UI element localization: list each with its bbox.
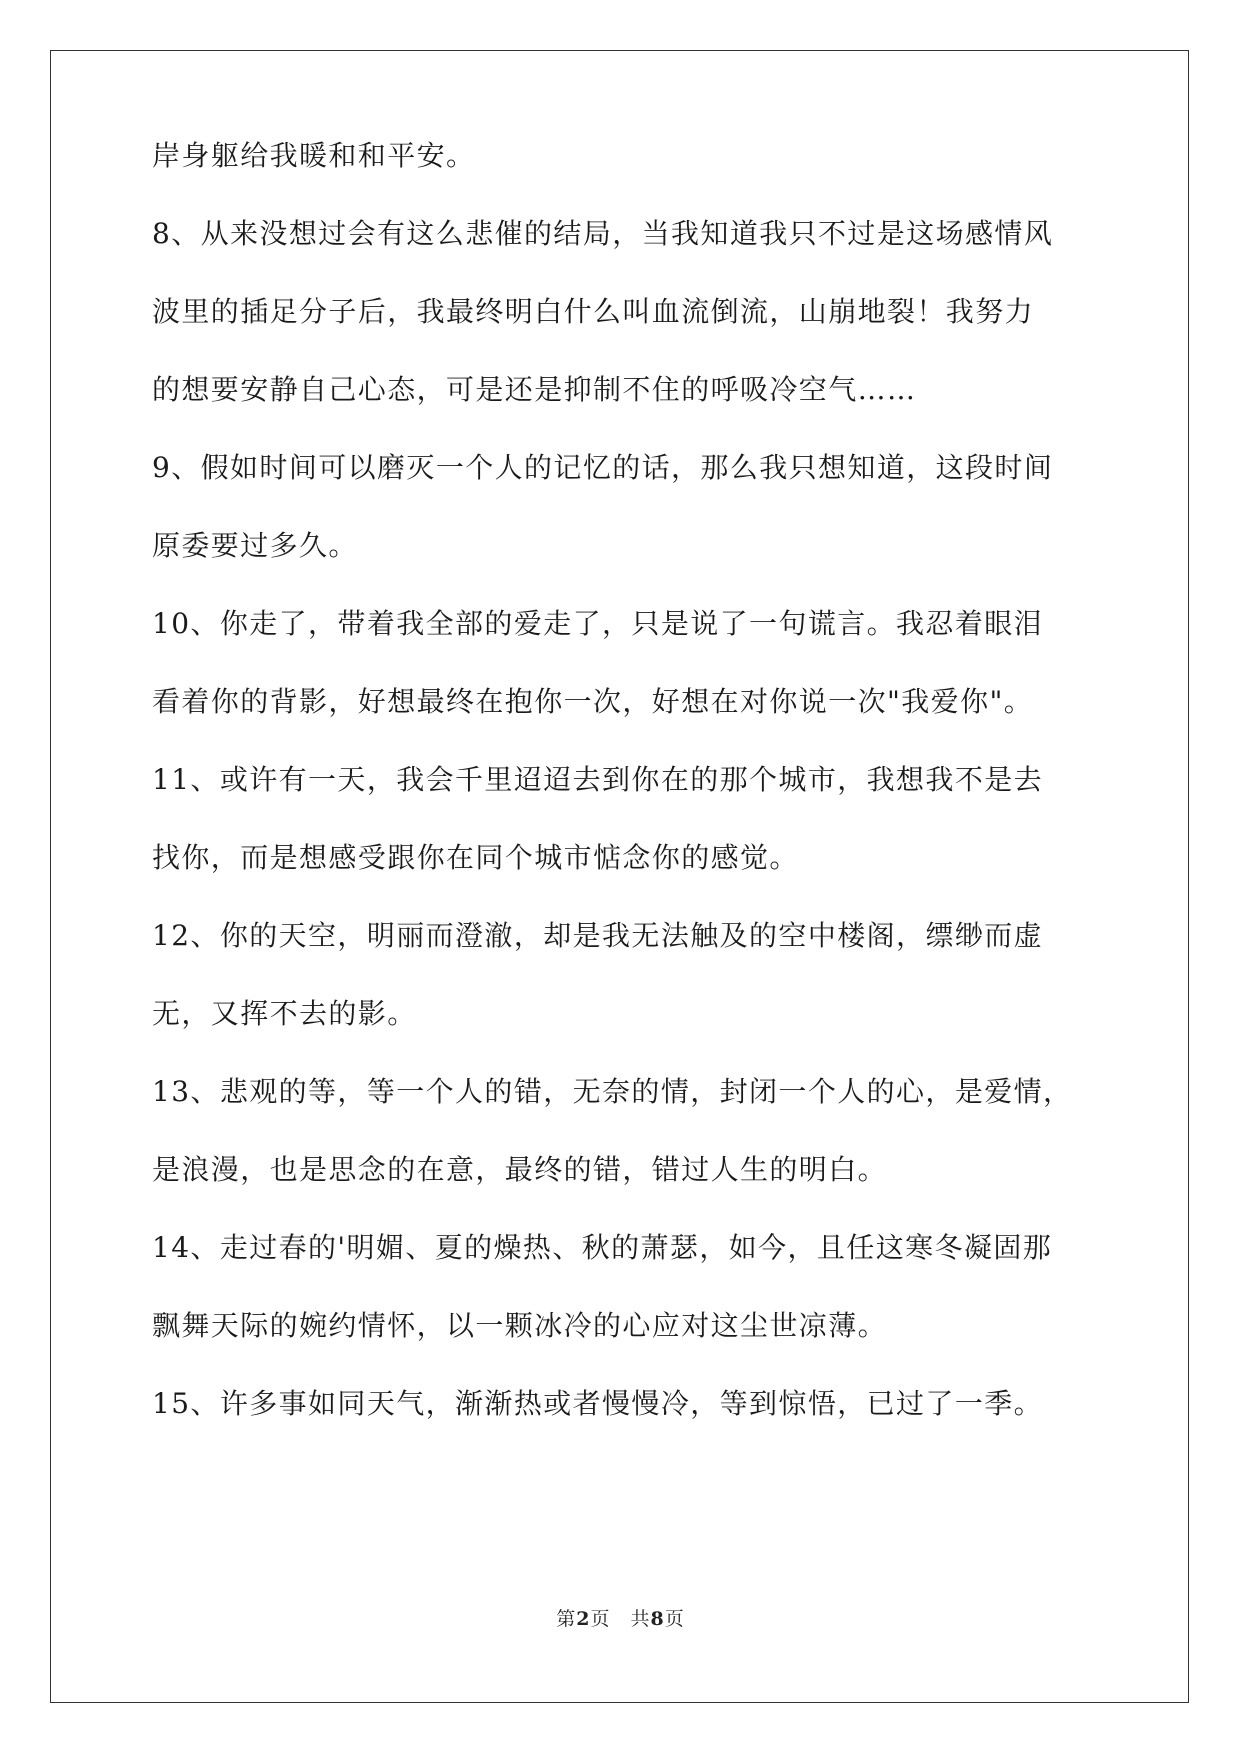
- text-line: 15、许多事如同天气，渐渐热或者慢慢冷，等到惊悟，已过了一季。: [152, 1387, 1044, 1420]
- text-line: 看着你的背影，好想最终在抱你一次，好想在对你说一次"我爱你"。: [152, 685, 1034, 718]
- page-number: 2: [576, 1608, 591, 1630]
- page-suffix: 页: [590, 1608, 611, 1630]
- total-suffix: 页: [664, 1608, 685, 1630]
- text-line: 是浪漫，也是思念的在意，最终的错，错过人生的明白。: [152, 1153, 888, 1186]
- total-pages: 8: [650, 1608, 665, 1630]
- page-prefix: 第: [556, 1608, 577, 1630]
- text-line: 8、从来没想过会有这么悲催的结局，当我知道我只不过是这场感情风: [152, 217, 1054, 250]
- text-line: 岸身躯给我暖和和平安。: [152, 139, 476, 172]
- text-line: 飘舞天际的婉约情怀，以一颗冰冷的心应对这尘世凉薄。: [152, 1309, 888, 1342]
- text-line: 9、假如时间可以磨灭一个人的记忆的话，那么我只想知道，这段时间: [152, 451, 1054, 484]
- text-line: 原委要过多久。: [152, 529, 358, 562]
- text-line: 10、你走了，带着我全部的爱走了，只是说了一句谎言。我忍着眼泪: [152, 607, 1044, 640]
- text-line: 找你，而是想感受跟你在同个城市惦念你的感觉。: [152, 841, 799, 874]
- text-line: 11、或许有一天，我会千里迢迢去到你在的那个城市，我想我不是去: [152, 763, 1044, 796]
- document-body: [152, 139, 1102, 1482]
- text-line: 的想要安静自己心态，可是还是抑制不住的呼吸冷空气……: [152, 373, 917, 406]
- page-footer: [0, 1606, 1241, 1632]
- text-line: 13、悲观的等，等一个人的错，无奈的情，封闭一个人的心，是爱情，: [152, 1075, 1073, 1108]
- text-line: 12、你的天空，明丽而澄澈，却是我无法触及的空中楼阁，缥缈而虚: [152, 919, 1044, 952]
- text-line: 14、走过春的'明媚、夏的燥热、秋的萧瑟，如今，且任这寒冬凝固那: [152, 1231, 1053, 1264]
- text-line: 波里的插足分子后，我最终明白什么叫血流倒流，山崩地裂！我努力: [152, 295, 1035, 328]
- text-line: 无，又挥不去的影。: [152, 997, 417, 1030]
- total-prefix: 共: [630, 1608, 651, 1630]
